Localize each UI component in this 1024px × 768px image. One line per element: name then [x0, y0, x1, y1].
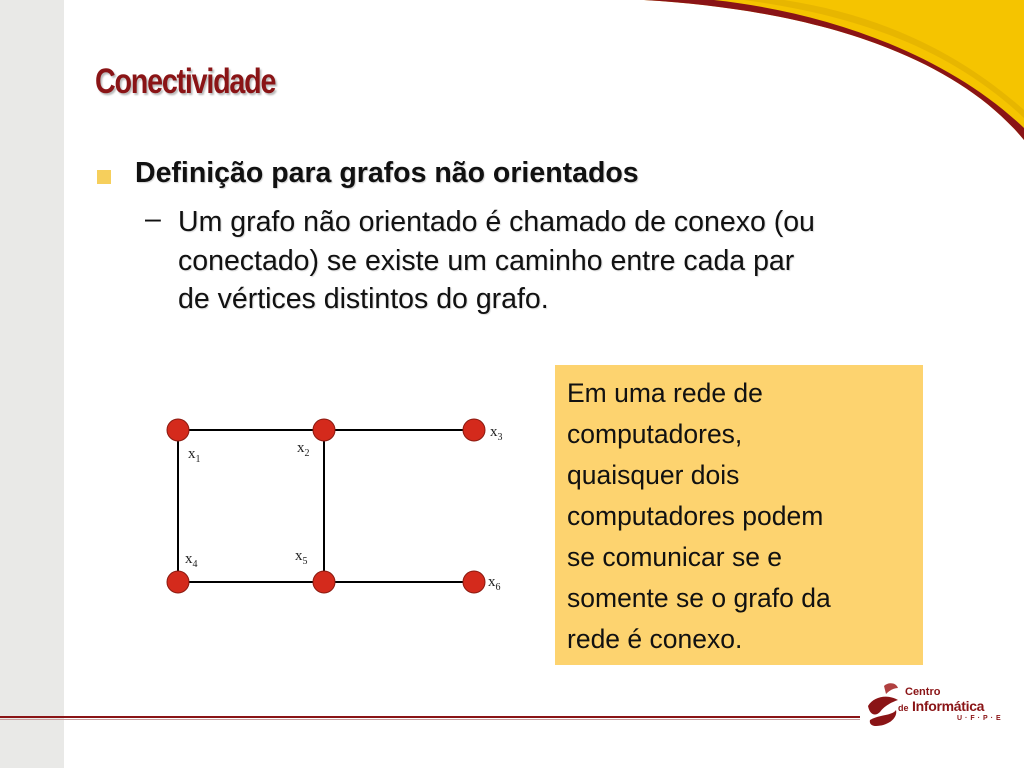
sub-bullet-line: Um grafo não orientado é chamado de conexo (ou: [178, 206, 815, 238]
callout-line: somente se o grafo da: [567, 583, 831, 613]
logo-line2: Informática: [912, 698, 985, 714]
bullet-heading: Definição para grafos não orientados: [135, 157, 639, 189]
sub-bullet-dash: –: [145, 203, 161, 235]
node-x1: [167, 419, 189, 441]
label-x1: $x_1$: [188, 446, 201, 465]
node-x4: [167, 571, 189, 593]
callout-line: Em uma rede de: [567, 378, 763, 408]
node-x2: [313, 419, 335, 441]
callout-box: [555, 365, 923, 665]
graph-diagram: [150, 400, 530, 610]
footer-divider-shadow: [0, 719, 860, 720]
sub-bullet-line: conectado) se existe um caminho entre cada par: [178, 244, 795, 277]
logo-line1: Centro: [905, 686, 941, 698]
corner-decoration: [604, 0, 1024, 170]
callout-line: rede é conexo.: [567, 624, 743, 654]
callout-line: computadores podem: [567, 501, 824, 531]
sub-bullet-text: [178, 203, 968, 319]
callout-line: se comunicar se e: [567, 542, 783, 572]
logo-de: de: [898, 703, 909, 713]
slide-title: Conectividade: [95, 62, 276, 101]
label-x3: $x_3$: [490, 424, 503, 443]
label-x4: $x_4$: [185, 551, 198, 570]
callout-text: [567, 373, 913, 660]
left-sidebar-band: [0, 0, 64, 768]
bullet-marker: [97, 170, 111, 184]
node-x6: [463, 571, 485, 593]
callout-line: computadores,: [567, 419, 743, 449]
label-x5: $x_5$: [295, 548, 308, 567]
label-x2: $x_2$: [297, 440, 310, 459]
footer-divider: [0, 716, 860, 718]
node-x3: [463, 419, 485, 441]
label-x6: $x_6$: [488, 574, 501, 593]
logo-subtitle: U·F·P·E: [957, 715, 1004, 722]
node-x5: [313, 571, 335, 593]
sub-bullet-line: de vértices distintos do grafo.: [178, 283, 549, 315]
callout-line: quaisquer dois: [567, 460, 740, 490]
